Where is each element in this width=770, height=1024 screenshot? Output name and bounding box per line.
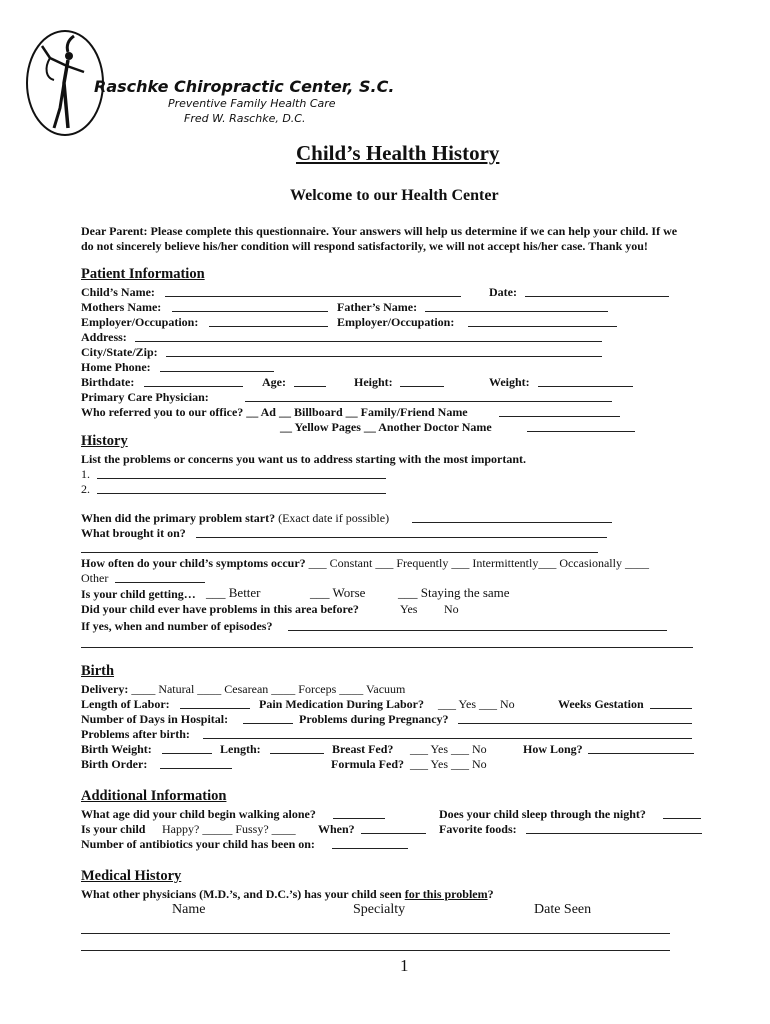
walking-question: What age did your child begin walking alone?	[81, 807, 316, 821]
intro-line-1: Dear Parent: Please complete this questionnaire. Your answers will help us determine if we can help your child. If we	[81, 224, 678, 238]
referred-label-2: __ Yellow Pages __ Another Doctor Name	[280, 420, 492, 434]
section-heading-patient: Patient Information	[81, 266, 205, 282]
start-date-field[interactable]	[412, 511, 612, 523]
item-number-2: 2.	[81, 482, 90, 496]
weight-label: Weight:	[489, 375, 530, 389]
pcp-label: Primary Care Physician:	[81, 390, 209, 404]
birth-order-field[interactable]	[160, 757, 232, 769]
formula-fed-label: Formula Fed?	[331, 757, 404, 771]
other-field[interactable]	[115, 571, 205, 583]
sleep-question: Does your child sleep through the night?	[439, 807, 646, 821]
welcome-heading: Welcome to our Health Center	[290, 187, 499, 204]
intro-line-2: do not sincerely believe his/her condition will respond satisfactorily, we will not accept his/her case. Thank you!	[81, 239, 648, 253]
before-no[interactable]: No	[444, 602, 459, 616]
problems-after-field[interactable]	[203, 727, 692, 739]
physician-row-2[interactable]	[81, 939, 670, 951]
item-number-1: 1.	[81, 467, 90, 481]
frequency-question: How often do your child’s symptoms occur?	[81, 556, 306, 570]
age-field[interactable]	[294, 375, 326, 387]
section-heading-history: History	[81, 433, 128, 449]
before-question: Did your child ever have problems in this area before?	[81, 602, 359, 616]
employer-label-2: Employer/Occupation:	[337, 315, 455, 329]
city-field[interactable]	[166, 345, 602, 357]
frequency-row	[81, 556, 649, 571]
mothers-name-label: Mothers Name:	[81, 300, 162, 314]
page-number: 1	[400, 956, 409, 975]
how-long-label: How Long?	[523, 742, 583, 756]
address-field[interactable]	[135, 330, 602, 342]
problems-pregnancy-field[interactable]	[458, 712, 692, 724]
childs-name-field[interactable]	[165, 285, 461, 297]
col-header-date-seen: Date Seen	[534, 902, 592, 917]
page-title: Child’s Health History	[296, 141, 500, 165]
section-heading-medical: Medical History	[81, 868, 182, 884]
medical-prompt	[81, 887, 494, 902]
birthdate-field[interactable]	[144, 375, 243, 387]
tagline: Preventive Family Health Care	[168, 97, 336, 110]
birth-weight-label: Birth Weight:	[81, 742, 152, 756]
childs-name-text: Child’s Name:	[81, 285, 155, 299]
childs-name-label	[81, 285, 155, 300]
sleep-field[interactable]	[663, 807, 701, 819]
birth-weight-field[interactable]	[162, 742, 212, 754]
getting-same: ___ Staying the same	[398, 585, 510, 600]
section-heading-birth: Birth	[81, 663, 115, 679]
height-field[interactable]	[400, 375, 444, 387]
favorite-foods-label: Favorite foods:	[439, 822, 517, 836]
age-label: Age:	[262, 375, 286, 389]
city-label: City/State/Zip:	[81, 345, 158, 359]
list-prompt: List the problems or concerns you want us to address starting with the most important.	[81, 452, 527, 466]
start-question	[81, 511, 389, 526]
brought-on-field-2[interactable]	[81, 541, 598, 553]
frequency-options: ___ Constant ___ Frequently ___ Intermittently___ Occasionally ____	[308, 556, 649, 570]
antibiotics-field[interactable]	[332, 837, 408, 849]
brought-on-field[interactable]	[196, 526, 607, 538]
delivery-row	[81, 682, 405, 697]
mothers-name-field[interactable]	[172, 300, 328, 312]
weeks-gestation-field[interactable]	[650, 697, 692, 709]
breast-fed-label: Breast Fed?	[332, 742, 394, 756]
getting-better: ___ Better	[206, 585, 261, 600]
weeks-gestation-label: Weeks Gestation	[558, 697, 644, 711]
when-label: When?	[318, 822, 355, 836]
fathers-name-label: Father’s Name:	[337, 300, 418, 314]
pcp-field[interactable]	[245, 390, 612, 402]
how-long-field[interactable]	[588, 742, 694, 754]
problems-pregnancy-label: Problems during Pregnancy?	[299, 712, 449, 726]
doctor-name: Fred W. Raschke, D.C.	[184, 112, 306, 125]
section-heading-additional: Additional Information	[81, 788, 227, 804]
other-label: Other	[81, 571, 109, 585]
length-label: Length:	[220, 742, 261, 756]
date-field[interactable]	[525, 285, 669, 297]
col-header-name: Name	[172, 902, 206, 917]
breast-fed-options: ___ Yes ___ No	[410, 742, 487, 756]
referred-label: Who referred you to our office? __ Ad __ Billboard __ Family/Friend Name	[81, 405, 468, 419]
is-child-label: Is your child	[81, 822, 146, 836]
employer-field-1[interactable]	[209, 315, 328, 327]
getting-worse: ___ Worse	[310, 585, 366, 600]
referred-name-field[interactable]	[499, 405, 620, 417]
before-yes[interactable]: Yes	[400, 602, 418, 616]
delivery-label: Delivery:	[81, 682, 129, 696]
favorite-foods-field[interactable]	[526, 822, 702, 834]
pain-med-label: Pain Medication During Labor?	[259, 697, 425, 711]
problem-field-2[interactable]	[97, 482, 386, 494]
medical-prompt-b: for this problem	[404, 887, 488, 901]
medical-prompt-a: What other physicians (M.D.’s, and D.C.’s) has your child seen	[81, 887, 402, 901]
col-header-specialty: Specialty	[353, 902, 406, 917]
formula-fed-options: ___ Yes ___ No	[410, 757, 487, 771]
pain-med-options: ___ Yes ___ No	[438, 697, 515, 711]
company-name: Raschke Chiropractic Center, S.C.	[94, 77, 395, 96]
problem-field-1[interactable]	[97, 467, 386, 479]
birth-order-label: Birth Order:	[81, 757, 148, 771]
height-label: Height:	[354, 375, 393, 389]
walking-field[interactable]	[333, 807, 385, 819]
medical-prompt-c: ?	[487, 887, 494, 901]
home-phone-field[interactable]	[160, 360, 274, 372]
employer-field-2[interactable]	[468, 315, 617, 327]
antibiotics-label: Number of antibiotics your child has been on:	[81, 837, 315, 851]
employer-label-1: Employer/Occupation:	[81, 315, 199, 329]
episodes-field-2[interactable]	[81, 636, 693, 648]
length-field[interactable]	[270, 742, 324, 754]
when-field[interactable]	[361, 822, 426, 834]
labor-field[interactable]	[180, 697, 250, 709]
labor-label: Length of Labor:	[81, 697, 170, 711]
physician-row-1[interactable]	[81, 922, 670, 934]
date-label: Date:	[489, 285, 517, 299]
birthdate-label: Birthdate:	[81, 375, 135, 389]
days-hospital-label: Number of Days in Hospital:	[81, 712, 229, 726]
home-phone-label: Home Phone:	[81, 360, 151, 374]
referred-doctor-field[interactable]	[527, 420, 635, 432]
happy-fussy-options: Happy? _____ Fussy? ____	[162, 822, 296, 836]
episodes-field[interactable]	[288, 619, 667, 631]
fathers-name-field[interactable]	[425, 300, 608, 312]
getting-question: Is your child getting…	[81, 587, 196, 601]
delivery-options: ____ Natural ____ Cesarean ____ Forceps ____ Vacuum	[131, 682, 406, 696]
start-question-text: When did the primary problem start?	[81, 511, 276, 525]
brought-on-label: What brought it on?	[81, 526, 186, 540]
address-label: Address:	[81, 330, 127, 344]
problems-after-label: Problems after birth:	[81, 727, 190, 741]
start-question-hint: (Exact date if possible)	[278, 511, 390, 525]
episodes-question: If yes, when and number of episodes?	[81, 619, 273, 633]
weight-field[interactable]	[538, 375, 633, 387]
days-hospital-field[interactable]	[243, 712, 293, 724]
